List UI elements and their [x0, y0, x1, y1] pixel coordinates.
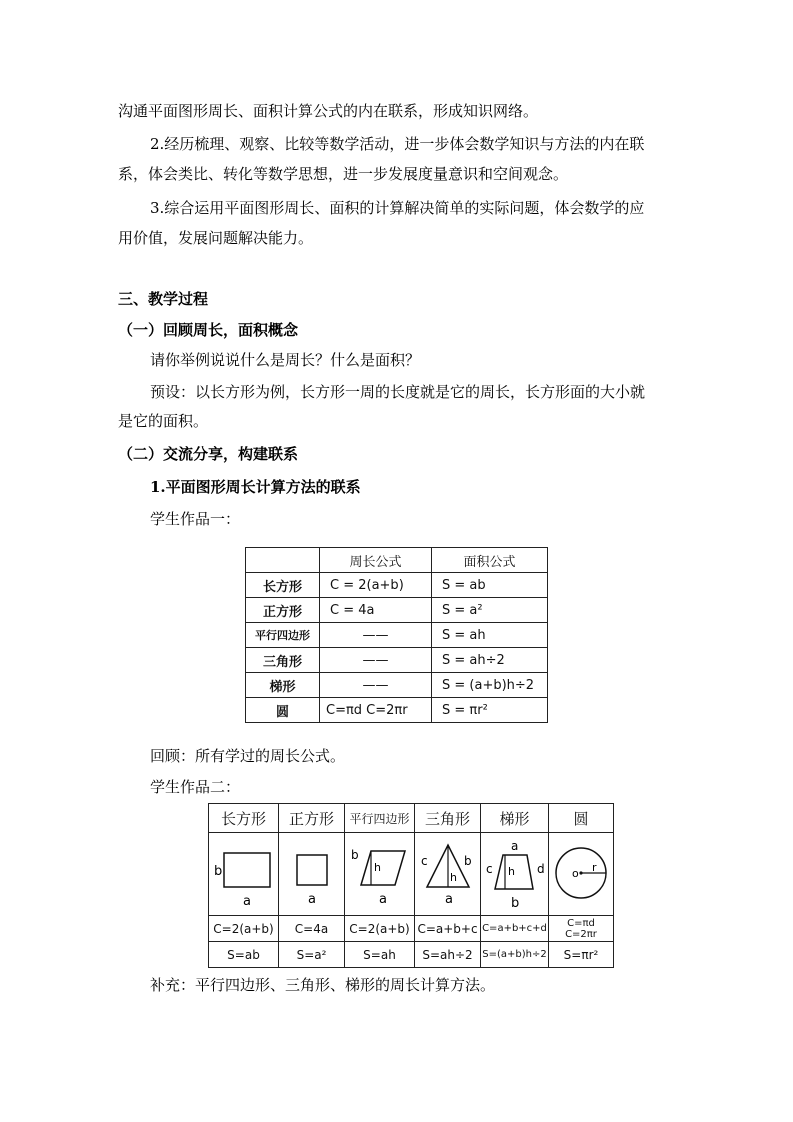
svg-text:b: b: [350, 848, 359, 862]
shape-name-cell: 平行四边形: [345, 804, 415, 833]
table-row: [246, 623, 548, 648]
area-formula-cell: S=ab: [209, 942, 279, 968]
area-formula-cell: S = ah÷2: [432, 648, 548, 673]
table-row: [209, 833, 614, 916]
perimeter-formula-cell: C = 4a: [320, 598, 432, 623]
student-work-table-2: [208, 803, 614, 968]
svg-text:d: d: [536, 862, 545, 876]
perimeter-formula-cell: C=a+b+c+d: [481, 916, 549, 942]
shape-name-cell: 梯形: [246, 673, 320, 698]
svg-text:c: c: [420, 854, 428, 868]
perimeter-formula-cell: ——: [320, 673, 432, 698]
subsection-heading: （一）回顾周长，面积概念: [118, 321, 299, 339]
perimeter-formula-cell: [549, 916, 614, 942]
svg-text:h: h: [507, 865, 515, 878]
paragraph-line: 预设：以长方形为例，长方形一周的长度就是它的周长，长方形面的大小就: [150, 383, 646, 401]
shape-name-cell: 三角形: [415, 804, 481, 833]
triangle-figure-cell: [415, 833, 481, 916]
perimeter-formula-cell: C=πd C=2πr: [320, 698, 432, 723]
perimeter-formula-cell: C=2(a+b): [345, 916, 415, 942]
perimeter-formula-cell: C=2(a+b): [209, 916, 279, 942]
table-row: [246, 573, 548, 598]
table-row: [246, 648, 548, 673]
paragraph-line: 3.综合运用平面图形周长、面积的计算解决简单的实际问题，体会数学的应: [150, 199, 645, 217]
shape-name-cell: 梯形: [481, 804, 549, 833]
work-caption: 学生作品一：: [150, 510, 241, 528]
triangle-figure: [417, 835, 479, 913]
review-text: 回顾：所有学过的周长公式。: [150, 747, 346, 765]
table-header-cell: 面积公式: [432, 548, 548, 573]
table-row: [246, 698, 548, 723]
work-caption: 学生作品二：: [150, 778, 241, 796]
parallelogram-figure-cell: [345, 833, 415, 916]
svg-text:c: c: [485, 862, 493, 876]
shape-name-cell: 三角形: [246, 648, 320, 673]
shape-name-cell: 长方形: [209, 804, 279, 833]
svg-text:a: a: [378, 892, 387, 907]
svg-text:b: b: [213, 864, 222, 879]
shape-name-cell: 正方形: [279, 804, 345, 833]
area-formula-cell: S = πr²: [432, 698, 548, 723]
svg-text:a: a: [444, 892, 453, 907]
student-work-table-1: [245, 547, 548, 723]
table-header-cell: 周长公式: [320, 548, 432, 573]
perimeter-formula-cell: ——: [320, 623, 432, 648]
svg-text:a: a: [307, 892, 316, 907]
area-formula-cell: S=ah÷2: [415, 942, 481, 968]
svg-text:a: a: [242, 894, 251, 909]
table-row: [209, 916, 614, 942]
table-cell: [246, 548, 320, 573]
rectangle-figure: [211, 835, 277, 913]
svg-text:o: o: [572, 867, 579, 880]
perimeter-formula-cell: C = 2(a+b): [320, 573, 432, 598]
perimeter-formula-line: C=2πr: [565, 928, 597, 940]
shape-name-cell: 正方形: [246, 598, 320, 623]
area-formula-cell: S=a²: [279, 942, 345, 968]
area-formula-cell: S=(a+b)h÷2: [481, 942, 549, 968]
trapezoid-figure: [483, 835, 547, 913]
area-formula-cell: S = (a+b)h÷2: [432, 673, 548, 698]
perimeter-formula-cell: C=a+b+c: [415, 916, 481, 942]
subsection-heading: （二）交流分享，构建联系: [118, 445, 299, 463]
supplement-text: 补充：平行四边形、三角形、梯形的周长计算方法。: [150, 976, 496, 994]
section-heading: 三、教学过程: [118, 290, 209, 308]
paragraph-line: 是它的面积。: [118, 412, 209, 430]
svg-text:b: b: [463, 854, 472, 868]
paragraph-line: 2.经历梳理、观察、比较等数学活动，进一步体会数学知识与方法的内在联: [150, 135, 645, 153]
question-text: 请你举例说说什么是周长？什么是面积？: [150, 351, 421, 369]
paragraph-line: 用价值，发展问题解决能力。: [118, 229, 314, 247]
square-figure: [281, 835, 343, 913]
area-formula-cell: S = ab: [432, 573, 548, 598]
svg-text:b: b: [510, 896, 519, 911]
area-formula-cell: S = a²: [432, 598, 548, 623]
table-row: [209, 942, 614, 968]
table-row: [246, 598, 548, 623]
svg-text:h: h: [449, 871, 457, 884]
item-heading: 1.平面图形周长计算方法的联系: [150, 478, 361, 496]
perimeter-formula-line: C=πd: [567, 917, 595, 929]
table-header-row: [246, 548, 548, 573]
perimeter-formula-cell: ——: [320, 648, 432, 673]
svg-text:a: a: [510, 839, 518, 853]
circle-figure: [550, 835, 612, 913]
shape-name-cell: 长方形: [246, 573, 320, 598]
perimeter-formula-cell: C=4a: [279, 916, 345, 942]
table-header-row: [209, 804, 614, 833]
area-formula-cell: S=πr²: [549, 942, 614, 968]
shape-name-cell: 平行四边形: [246, 623, 320, 648]
area-formula-cell: S = ah: [432, 623, 548, 648]
area-formula-cell: S=ah: [345, 942, 415, 968]
trapezoid-figure-cell: [481, 833, 549, 916]
circle-figure-cell: [549, 833, 614, 916]
paragraph-line: 沟通平面图形周长、面积计算公式的内在联系，形成知识网络。: [118, 102, 539, 120]
paragraph-line: 系，体会类比、转化等数学思想，进一步发展度量意识和空间观念。: [118, 165, 569, 183]
square-figure-cell: [279, 833, 345, 916]
rectangle-figure-cell: [209, 833, 279, 916]
svg-text:h: h: [373, 861, 381, 874]
parallelogram-figure: [347, 835, 413, 913]
table-row: [246, 673, 548, 698]
svg-text:r: r: [592, 861, 597, 874]
shape-name-cell: 圆: [549, 804, 614, 833]
shape-name-cell: 圆: [246, 698, 320, 723]
